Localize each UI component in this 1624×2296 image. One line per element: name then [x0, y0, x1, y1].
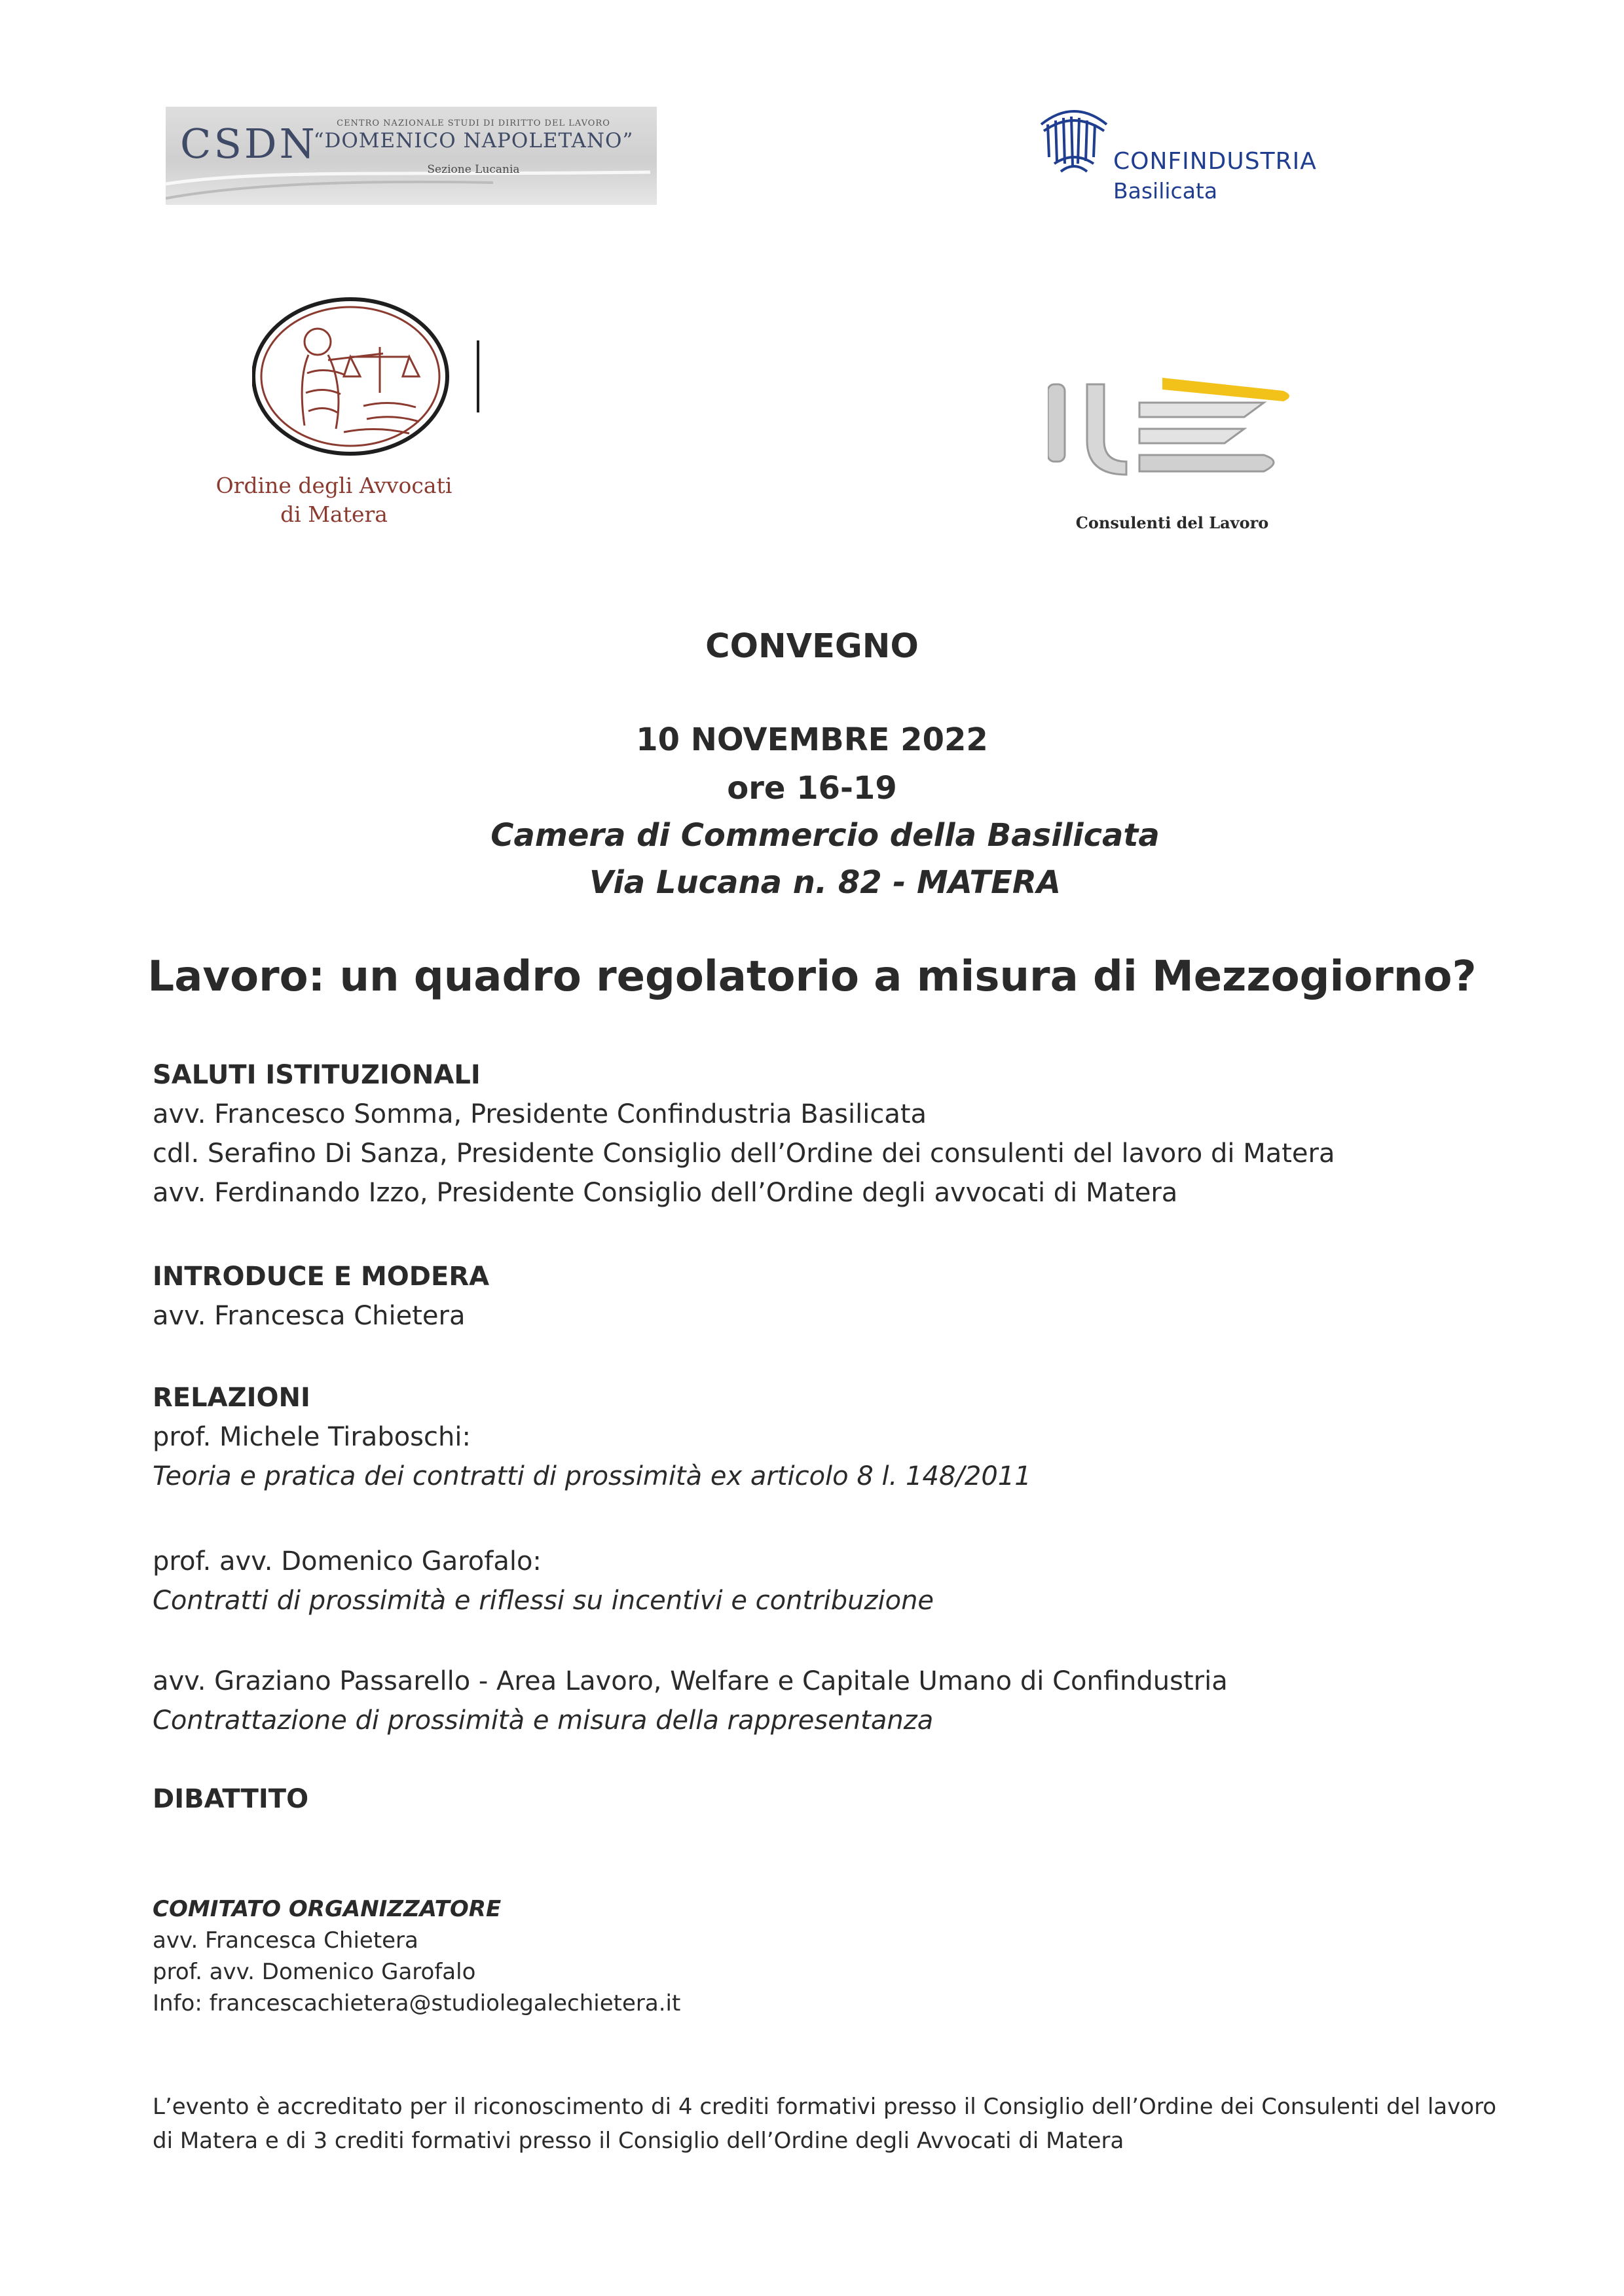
dibattito-section — [153, 1779, 308, 1819]
relazione-speaker: prof. avv. Domenico Garofalo: — [153, 1546, 542, 1576]
relazione-item — [153, 1542, 934, 1620]
csdn-line2: “DOMENICO NAPOLETANO” — [313, 129, 634, 153]
consulenti-lavoro-logo-icon — [1048, 363, 1297, 494]
relazione-item — [153, 1662, 1228, 1740]
relazioni-label: RELAZIONI — [153, 1383, 310, 1413]
event-title: Lavoro: un quadro regolatorio a misura di Mezzogiorno? — [147, 953, 1477, 1001]
modera-name: avv. Francesca Chietera — [153, 1301, 466, 1331]
comitato-line: prof. avv. Domenico Garofalo — [153, 1959, 476, 1985]
relazione-speaker: avv. Graziano Passarello - Area Lavoro, Welfare e Capitale Umano di Confindustria — [153, 1666, 1228, 1696]
avvocati-line2: di Matera — [280, 501, 388, 527]
dibattito-label: DIBATTITO — [153, 1784, 309, 1814]
accreditation-line: di Matera e di 3 crediti formativi presso il Consiglio dell’Ordine degli Avvocati di Matera — [153, 2128, 1124, 2154]
event-venue: Camera di Commercio della Basilicata — [490, 817, 1160, 854]
relazione-topic: Teoria e pratica dei contratti di prossimità ex articolo 8 l. 148/2011 — [153, 1461, 1031, 1491]
avvocati-line1: Ordine degli Avvocati — [215, 473, 452, 498]
event-date: 10 NOVEMBRE 2022 — [636, 721, 988, 758]
csdn-mark: CSDN — [180, 120, 318, 168]
saluti-line: avv. Francesco Somma, Presidente Confindustria Basilicata — [153, 1099, 927, 1129]
relazione-topic: Contratti di prossimità e riflessi su incentivi e contribuzione — [153, 1586, 934, 1616]
accreditation-line: L’evento è accreditato per il riconoscimento di 4 crediti formativi presso il Consiglio dell’Ordine dei Consulenti del lavoro — [153, 2094, 1497, 2120]
saluti-line: avv. Ferdinando Izzo, Presidente Consiglio dell’Ordine degli avvocati di Matera — [153, 1178, 1178, 1208]
csdn-line1: CENTRO NAZIONALE STUDI DI DIRITTO DEL LAVORO — [337, 118, 610, 128]
relazione-speaker: prof. Michele Tiraboschi: — [153, 1422, 471, 1452]
relazioni-section — [153, 1378, 1031, 1496]
confindustria-name: CONFINDUSTRIA — [1113, 148, 1317, 175]
comitato-label: COMITATO ORGANIZZATORE — [153, 1896, 502, 1922]
accreditation-note — [153, 2090, 1515, 2158]
event-time: ore 16-19 — [727, 770, 897, 807]
saluti-section — [153, 1055, 1335, 1212]
modera-label: INTRODUCE E MODERA — [153, 1262, 490, 1292]
saluti-line: cdl. Serafino Di Sanza, Presidente Consiglio dell’Ordine dei consulenti del lavoro di Matera — [153, 1139, 1335, 1169]
consulenti-label: Consulenti del Lavoro — [1075, 513, 1269, 532]
modera-section — [153, 1257, 489, 1336]
comitato-line: avv. Francesca Chietera — [153, 1927, 418, 1954]
comitato-info: Info: francescachietera@studiolegalechietera.it — [153, 1990, 681, 2016]
event-address: Via Lucana n. 82 - MATERA — [589, 864, 1061, 901]
event-type: CONVEGNO — [705, 627, 919, 666]
saluti-label: SALUTI ISTITUZIONALI — [153, 1060, 481, 1090]
confindustria-eagle-icon — [1035, 98, 1113, 177]
csdn-logo — [166, 107, 657, 205]
comitato-section — [153, 1893, 680, 2019]
relazione-topic: Contrattazione di prossimità e misura della rappresentanza — [153, 1705, 934, 1736]
avvocati-seal-icon — [252, 295, 488, 458]
csdn-line3: Sezione Lucania — [427, 163, 520, 176]
avvocati-label — [196, 471, 471, 529]
confindustria-region: Basilicata — [1113, 178, 1218, 204]
